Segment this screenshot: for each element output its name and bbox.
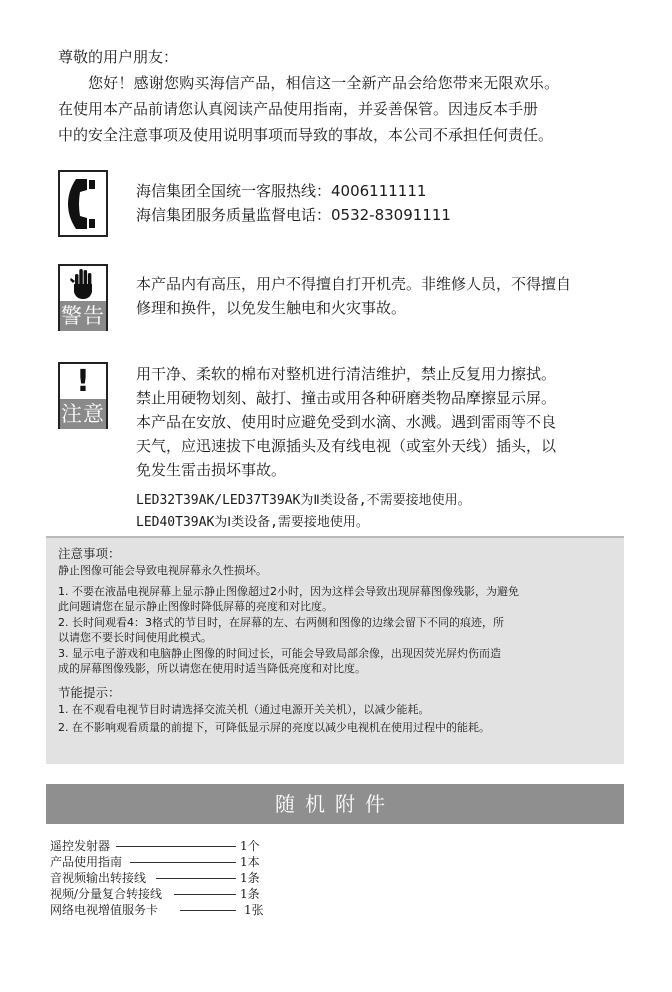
accessory-qty: 1条 xyxy=(240,887,260,901)
accessory-qty: 1本 xyxy=(240,855,260,869)
intro-line-3: 中的安全注意事项及使用说明事项而导致的事故，本公司不承担任何责任。 xyxy=(58,126,554,144)
accessories-title: 随机附件 xyxy=(46,784,624,824)
leader-line xyxy=(116,846,236,847)
caution-section xyxy=(58,362,623,532)
leader-line xyxy=(180,910,236,911)
accessory-qty: 1个 xyxy=(240,839,260,853)
accessory-name: 音视频输出转接线 xyxy=(50,871,147,885)
caution-line-5: 免发生雷击损坏事故。 xyxy=(136,461,287,479)
notice-item: 此问题请您在显示静止图像时降低屏幕的亮度和对比度。 xyxy=(58,600,333,613)
notice-sub: 静止图像可能会导致电视屏幕永久性损坏。 xyxy=(58,564,267,577)
list-item xyxy=(50,870,310,886)
list-item xyxy=(50,854,310,870)
service-supervision: 海信集团服务质量监督电话：0532-83091111 xyxy=(136,206,451,224)
intro-line-1: 您好！感谢您购买海信产品，相信这一全新产品会给您带来无限欢乐。 xyxy=(88,74,560,92)
class-1-note: LED40T39AK为Ⅰ类设备,需要接地使用。 xyxy=(136,515,369,530)
service-hotline: 海信集团全国统一客服热线：4006111111 xyxy=(136,182,427,200)
list-item xyxy=(50,902,310,918)
service-section xyxy=(58,170,623,240)
warning-section xyxy=(58,264,623,336)
caution-line-3: 本产品在安放、使用时应避免受到水滴、水溅。遇到雷雨等不良 xyxy=(136,413,557,431)
notice-item: 1. 不要在液晶电视屏幕上显示静止图像超过2小时，因为这样会导致出现屏幕图像残影，为避免 xyxy=(58,584,519,598)
list-item xyxy=(50,886,310,902)
phone-icon xyxy=(58,170,108,237)
caution-tag: 注意 xyxy=(60,399,106,429)
accessory-name: 网络电视增值服务卡 xyxy=(50,903,159,917)
exclamation-icon: ! xyxy=(76,364,90,399)
caution-line-4: 天气，应迅速拔下电源插头及有线电视（或室外天线）插头，以 xyxy=(136,437,557,455)
intro-letter xyxy=(58,44,628,148)
accessory-name: 视频/分量复合转接线 xyxy=(50,887,163,901)
warning-tag: 警告 xyxy=(60,301,106,331)
accessory-qty: 1条 xyxy=(240,871,260,885)
notice-item: 成的屏幕图像残影，所以请您在使用时适当降低亮度和对比度。 xyxy=(58,662,366,675)
leader-line xyxy=(156,878,236,879)
notice-item: 2. 长时间观看4：3格式的节目时，在屏幕的左、右两侧和图像的边缘会留下不同的痕迹，所 xyxy=(58,615,504,629)
caution-badge xyxy=(58,362,108,429)
tip-item: 2. 在不影响观看质量的前提下，可降低显示屏的亮度以减少电视机在使用过程中的能耗。 xyxy=(58,721,490,734)
caution-line-1: 用干净、柔软的棉布对整机进行清洁维护，禁止反复用力擦拭。 xyxy=(136,365,557,383)
tips-title: 节能提示： xyxy=(58,684,121,700)
warning-line-2: 修理和换件，以免发生触电和火灾事故。 xyxy=(136,299,407,317)
accessory-name: 产品使用指南 xyxy=(50,855,123,869)
accessory-qty: 1张 xyxy=(244,903,264,917)
tip-item: 1. 在不观看电视节目时请选择交流关机（通过电源开关关机），以减少能耗。 xyxy=(58,702,430,716)
intro-line-2: 在使用本产品前请您认真阅读产品使用指南，并妥善保管。因违反本手册 xyxy=(58,100,539,118)
caution-line-2: 禁止用硬物划刻、敲打、撞击或用各种研磨类物品摩擦显示屏。 xyxy=(136,389,557,407)
stop-hand-icon xyxy=(60,266,106,301)
accessories-list xyxy=(50,838,310,918)
warning-badge xyxy=(58,264,108,331)
notice-title: 注意事项： xyxy=(58,546,121,561)
list-item xyxy=(50,838,310,854)
notice-item: 以请您不要长时间使用此模式。 xyxy=(58,631,212,644)
class-2-note: LED32T39AK/LED37T39AK为Ⅱ类设备,不需要接地使用。 xyxy=(136,493,471,508)
notice-box xyxy=(46,536,624,764)
accessory-name: 遥控发射器 xyxy=(50,839,111,853)
warning-line-1: 本产品内有高压，用户不得擅自打开机壳。非维修人员，不得擅自 xyxy=(136,275,572,293)
greeting: 尊敬的用户朋友： xyxy=(58,48,179,66)
notice-item: 3. 显示电子游戏和电脑静止图像的时间过长，可能会导致局部余像，出现因荧光屏灼伤而造 xyxy=(58,646,501,660)
leader-line xyxy=(174,894,236,895)
leader-line xyxy=(130,862,236,863)
